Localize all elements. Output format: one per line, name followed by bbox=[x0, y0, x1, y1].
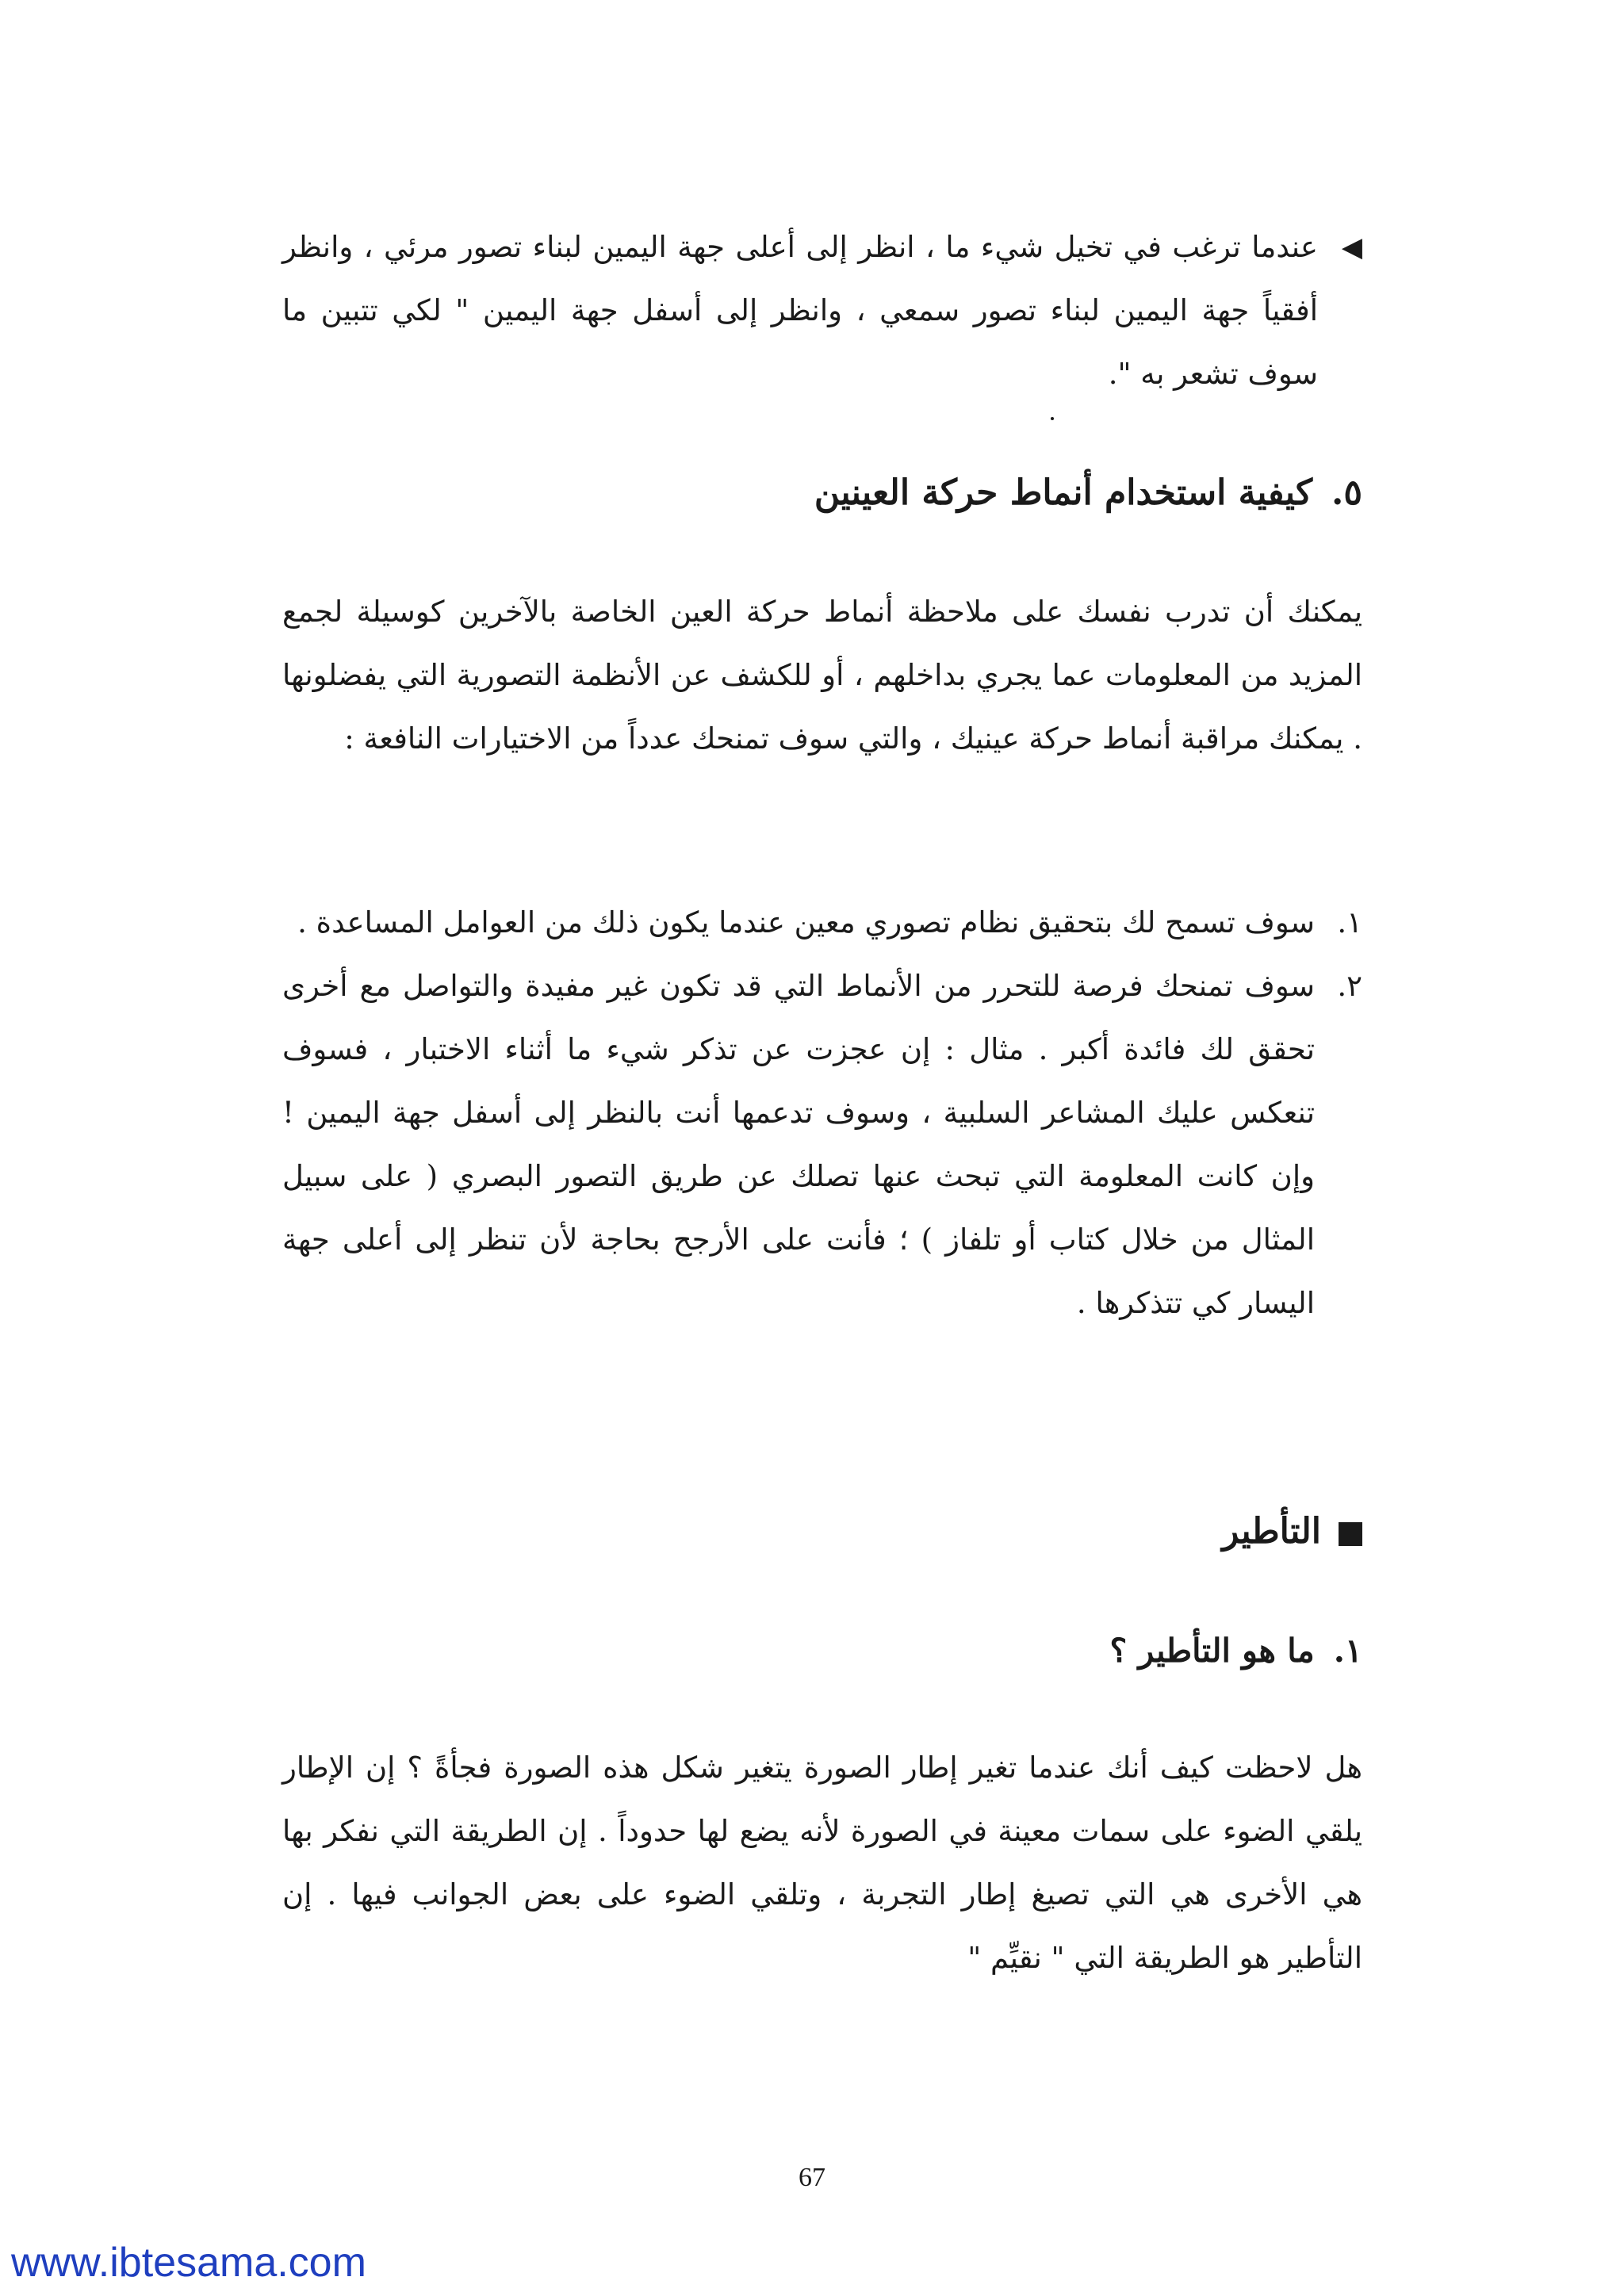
options-list bbox=[282, 891, 1362, 1335]
list-item-text: سوف تسمح لك بتحقيق نظام تصوري معين عندما يكون ذلك من العوامل المساعدة . bbox=[297, 905, 1315, 939]
section-5-number: ٥. bbox=[1331, 473, 1362, 513]
list-item-number: ٢. bbox=[1337, 969, 1362, 1003]
list-item bbox=[282, 891, 1362, 955]
page-number: 67 bbox=[799, 2163, 825, 2192]
section-5-heading bbox=[282, 461, 1362, 525]
framing-heading-title: التأطير bbox=[1222, 1511, 1321, 1552]
section-5-paragraph: يمكنك أن تدرب نفسك على ملاحظة أنماط حركة العين الخاصة بالآخرين كوسيلة لجمع المزيد من المعلومات عما يجري بداخلهم ، أو للكشف عن الأنظمة التصورية التي يفضلونها . يمكنك مراقبة أنماط حركة عينيك ، والتي سوف تمنحك عدداً من الاختيارات النافعة : bbox=[282, 595, 1362, 756]
list-item-number: ١. bbox=[1337, 905, 1362, 939]
intro-bullet bbox=[282, 216, 1362, 406]
framing-heading bbox=[282, 1500, 1362, 1563]
square-bullet-icon bbox=[1339, 1522, 1362, 1546]
stray-dot bbox=[1051, 417, 1054, 420]
triangle-bullet-icon: ◀ bbox=[1341, 232, 1362, 263]
list-item bbox=[282, 955, 1362, 1335]
subsection-1-heading bbox=[282, 1619, 1362, 1682]
watermark-url[interactable]: www.ibtesama.com bbox=[11, 2240, 366, 2286]
list-item-text: سوف تمنحك فرصة للتحرر من الأنماط التي قد تكون غير مفيدة والتواصل مع أخرى تحقق لك فائدة أكبر . مثال : إن عجزت عن تذكر شيء ما أثناء الاختبار ، فسوف تنعكس عليك المشاعر السلبية ، وسوف تدعمها أنت بالنظر إلى أسفل جهة اليمين ! وإن كانت المعلومة التي تبحث عنها تصلك عن طريق التصور البصري ( على سبيل المثال من خلال كتاب أو تلفاز ) ؛ فأنت على الأرجح بحاجة لأن تنظر إلى أعلى جهة اليسار كي تتذكرها . bbox=[282, 969, 1315, 1320]
intro-bullet-text: عندما ترغب في تخيل شيء ما ، انظر إلى أعلى جهة اليمين لبناء تصور مرئي ، وانظر أفقياً جهة اليمين لبناء تصور سمعي ، وانظر إلى أسفل جهة اليمين " لكي تتبين ما سوف تشعر به ". bbox=[282, 230, 1318, 391]
section-5-title: كيفية استخدام أنماط حركة العينين bbox=[814, 473, 1313, 513]
subsection-1-title: ما هو التأطير ؟ bbox=[1109, 1632, 1315, 1670]
framing-paragraph: هل لاحظت كيف أنك عندما تغير إطار الصورة يتغير شكل هذه الصورة فجأةً ؟ إن الإطار يلقي الضوء على سمات معينة في الصورة لأنه يضع لها حدوداً . إن الطريقة التي نفكر بها هي الأخرى هي التي تصيغ إطار التجربة ، وتلقي الضوء على بعض الجوانب فيها . إن التأطير هو الطريقة التي " نقيِّم " bbox=[282, 1751, 1362, 1975]
subsection-1-number: ١. bbox=[1333, 1632, 1362, 1670]
